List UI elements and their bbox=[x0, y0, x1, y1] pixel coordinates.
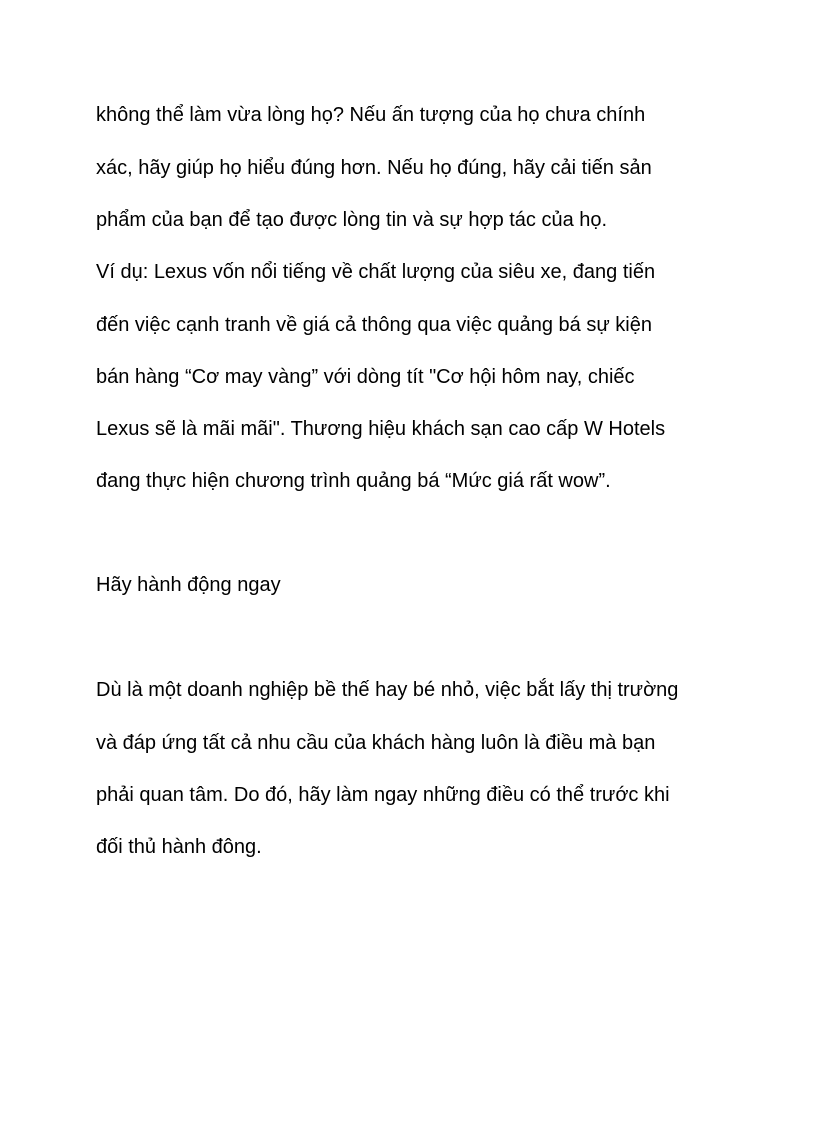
paragraph-line: Dù là một doanh nghiệp bề thế hay bé nhỏ, việc bắt lấy thị trường bbox=[96, 679, 679, 701]
paragraph-line: đối thủ hành đông. bbox=[96, 836, 262, 858]
paragraph-line: và đáp ứng tất cả nhu cầu của khách hàng luôn là điều mà bạn bbox=[96, 732, 656, 754]
paragraph-line: đến việc cạnh tranh về giá cả thông qua việc quảng bá sự kiện bbox=[96, 314, 652, 336]
paragraph-line: phẩm của bạn để tạo được lòng tin và sự hợp tác của họ. bbox=[96, 209, 608, 231]
paragraph-line: Ví dụ: Lexus vốn nổi tiếng về chất lượng của siêu xe, đang tiến bbox=[96, 261, 656, 283]
paragraph-line: phải quan tâm. Do đó, hãy làm ngay những điều có thể trước khi bbox=[96, 784, 670, 806]
paragraph-line: bán hàng “Cơ may vàng” với dòng tít "Cơ hội hôm nay, chiếc bbox=[96, 366, 635, 388]
paragraph-line: xác, hãy giúp họ hiểu đúng hơn. Nếu họ đúng, hãy cải tiến sản bbox=[96, 157, 652, 179]
section-heading: Hãy hành động ngay bbox=[96, 574, 281, 596]
paragraph-line: Lexus sẽ là mãi mãi". Thương hiệu khách sạn cao cấp W Hotels bbox=[96, 418, 666, 440]
paragraph-line: không thể làm vừa lòng họ? Nếu ấn tượng của họ chưa chính bbox=[96, 104, 646, 126]
paragraph-line: đang thực hiện chương trình quảng bá “Mức giá rất wow”. bbox=[96, 470, 611, 492]
